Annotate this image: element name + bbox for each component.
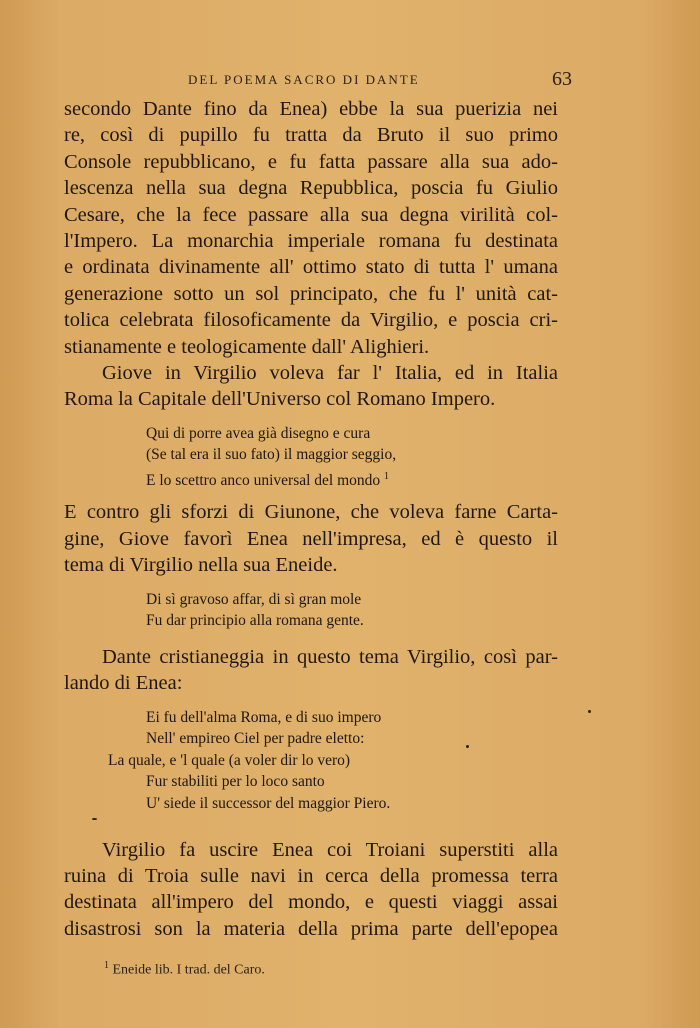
footnote — [104, 960, 265, 979]
verse-line: Fur stabiliti per lo loco santo — [146, 773, 325, 791]
page-body — [64, 96, 558, 942]
text-line: tolica celebrata filosoficamente da Virgilio, e poscia cri- — [64, 309, 558, 332]
ink-speck — [588, 710, 591, 713]
verse-line: Nell' empireo Ciel per padre eletto: — [146, 730, 365, 748]
paragraph-5 — [64, 837, 558, 943]
verse-line: Qui di porre avea già disegno e cura — [146, 424, 371, 442]
text-line: ruina di Troia sulle navi in cerca della promessa terra — [64, 864, 558, 887]
text-line: l'Impero. La monarchia imperiale romana fu destinata — [64, 229, 558, 252]
ink-speck — [466, 745, 469, 748]
text-line: Dante cristianeggia in questo tema Virgilio, così par- — [102, 645, 558, 668]
verse-line — [64, 466, 558, 488]
text-line: Virgilio fa uscire Enea coi Troiani superstiti alla — [102, 838, 558, 861]
verse-line: La quale, e 'l quale (a voler dir lo vero) — [108, 751, 351, 769]
verse-line: U' siede il successor del maggior Piero. — [146, 794, 391, 812]
spacer — [64, 827, 558, 837]
verse-quote-3 — [64, 707, 558, 815]
text-line: gine, Giove favorì Enea nell'impresa, ed è questo il — [64, 527, 558, 550]
footnote-text: Eneide lib. I trad. del Caro. — [112, 962, 265, 978]
verse-quote-2 — [64, 589, 558, 632]
text-line: Roma la Capitale dell'Universo col Romano Impero. — [64, 388, 496, 411]
text-line: secondo Dante fino da Enea) ebbe la sua puerizia nei — [64, 98, 558, 120]
text-line: stianamente e teologicamente dall' Alighieri. — [64, 335, 430, 358]
text-line: E contro gli sforzi di Giunone, che voleva farne Carta- — [64, 501, 558, 524]
footnote-reference: 1 — [384, 470, 390, 482]
text-line: lescenza nella sua degna Repubblica, poscia fu Giulio — [64, 177, 558, 200]
text-line: Console repubblicano, e fu fatta passare alla sua ado- — [64, 150, 558, 173]
text-line: tema di Virgilio nella sua Eneide. — [64, 554, 338, 577]
verse-line: Ei fu dell'alma Roma, e di suo impero — [146, 708, 382, 726]
verse-line: Di sì gravoso affar, di sì gran mole — [146, 590, 362, 608]
footnote-mark: 1 — [104, 960, 109, 971]
paragraph-2 — [64, 360, 558, 413]
text-line: destinata all'impero del mondo, e questi viaggi assai — [64, 891, 558, 914]
text-line: lando di Enea: — [64, 672, 183, 695]
page-number: 63 — [552, 68, 572, 90]
text-line: disastrosi son la materia della prima parte dell'epopea — [64, 917, 558, 940]
text-line: Cesare, che la fece passare alla sua degna virilità col- — [64, 203, 558, 226]
running-head: DEL POEMA SACRO DI DANTE — [188, 72, 420, 87]
text-line: e ordinata divinamente all' ottimo stato di tutta l' umana — [64, 256, 558, 279]
verse-line-text: E lo scettro anco universal del mondo — [146, 472, 381, 490]
paragraph-4 — [64, 644, 558, 697]
verse-quote-1 — [64, 423, 558, 488]
text-line: re, così di pupillo fu tratta da Bruto il suo primo — [64, 124, 558, 147]
ink-speck — [92, 818, 97, 820]
text-line: generazione sotto un sol principato, che fu l' unità cat- — [64, 282, 558, 305]
verse-line: Fu dar principio alla romana gente. — [146, 612, 364, 630]
text-line: Giove in Virgilio voleva far l' Italia, ed in Italia — [102, 361, 558, 384]
paragraph-1 — [64, 96, 558, 360]
verse-line: (Se tal era il suo fato) il maggior seggio, — [146, 446, 397, 464]
paragraph-3 — [64, 499, 558, 578]
